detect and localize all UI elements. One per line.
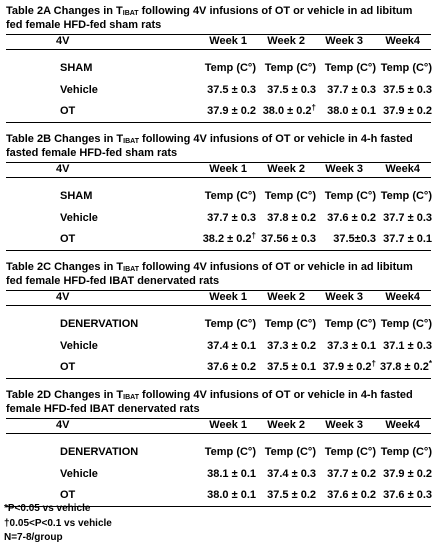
cell-value: 37.9 ± 0.2 xyxy=(322,361,372,373)
header-cell-label: 4V xyxy=(56,291,70,303)
data-cell xyxy=(360,489,432,502)
footnote: N=7-8/group xyxy=(4,532,63,543)
cell-value: 37.7 ± 0.2 xyxy=(327,468,376,480)
cell-value: Temp (C°) xyxy=(380,62,432,74)
cell-value: Temp (C°) xyxy=(204,446,256,458)
footnote: *P<0.05 vs vehicle xyxy=(4,503,91,514)
header-cell-week: Week 3 xyxy=(325,163,363,175)
rule-bottom xyxy=(6,378,431,379)
header-cell-week: Week 2 xyxy=(267,419,305,431)
cell-value: 37.3 ± 0.2 xyxy=(267,340,316,352)
trend-mark: † xyxy=(311,103,316,112)
header-cell-week: Week4 xyxy=(385,35,420,47)
cell-value: 38.1 ± 0.1 xyxy=(207,468,256,480)
header-cell-week: Week 3 xyxy=(325,419,363,431)
rule-header xyxy=(6,305,431,306)
data-cell xyxy=(360,340,432,353)
cell-value: Temp (C°) xyxy=(264,190,316,202)
row-label: SHAM xyxy=(60,62,93,74)
cell-value: 37.7 ± 0.3 xyxy=(207,212,256,224)
data-cell xyxy=(360,233,432,246)
caption-suffix: following 4V infusions of OT or vehicle in 4-h fasted female HFD-fed IBAT denervated rats xyxy=(6,389,413,415)
header-cell-week: Week 1 xyxy=(209,35,247,47)
cell-value: 37.5 ± 0.1 xyxy=(267,361,316,373)
cell-value: 37.5±0.3 xyxy=(333,233,376,245)
rule-bottom xyxy=(6,250,431,251)
data-cell xyxy=(360,468,432,481)
row-label: SHAM xyxy=(60,190,93,202)
cell-value: 37.7 ± 0.3 xyxy=(327,84,376,96)
row-label: OT xyxy=(60,105,76,117)
cell-value: 37.6 ± 0.2 xyxy=(327,212,376,224)
cell-value: 37.3 ± 0.1 xyxy=(327,340,376,352)
caption-prefix: Table 2C Changes in T xyxy=(6,261,124,273)
table-block xyxy=(0,260,437,388)
cell-value: 37.5 ± 0.3 xyxy=(383,84,432,96)
data-cell xyxy=(360,318,432,331)
cell-value: 38.2 ± 0.2 xyxy=(202,233,252,245)
rule-bottom xyxy=(6,122,431,123)
row-label: Vehicle xyxy=(60,212,98,224)
footnote: †0.05<P<0.1 vs vehicle xyxy=(4,518,112,529)
table-block xyxy=(0,4,437,132)
cell-value: 37.7 ± 0.3 xyxy=(383,212,432,224)
header-cell-week: Week4 xyxy=(385,419,420,431)
cell-value: Temp (C°) xyxy=(324,318,376,330)
cell-value: 38.0 ± 0.1 xyxy=(207,489,256,501)
table-block xyxy=(0,388,437,516)
cell-value: 37.9 ± 0.2 xyxy=(383,468,432,480)
cell-value: Temp (C°) xyxy=(204,62,256,74)
table-caption xyxy=(6,132,431,160)
rule-header xyxy=(6,49,431,50)
header-cell-week: Week 1 xyxy=(209,291,247,303)
row-label: DENERVATION xyxy=(60,446,139,458)
cell-value: Temp (C°) xyxy=(324,446,376,458)
rule-header xyxy=(6,433,431,434)
cell-value: 37.8 ± 0.2 xyxy=(380,361,429,373)
cell-value: 37.5 ± 0.2 xyxy=(267,489,316,501)
cell-value: Temp (C°) xyxy=(264,62,316,74)
header-cell-week: Week4 xyxy=(385,163,420,175)
header-cell-week: Week 2 xyxy=(267,163,305,175)
cell-value: 37.1 ± 0.3 xyxy=(383,340,432,352)
header-cell-week: Week 2 xyxy=(267,291,305,303)
table-block xyxy=(0,132,437,260)
trend-mark: † xyxy=(371,359,376,368)
row-label: Vehicle xyxy=(60,340,98,352)
data-cell xyxy=(360,84,432,97)
trend-mark: † xyxy=(251,231,256,240)
caption-subscript: IBAT xyxy=(122,10,139,17)
cell-value: 37.56 ± 0.3 xyxy=(261,233,316,245)
data-cell xyxy=(360,190,432,203)
table-caption xyxy=(6,260,431,288)
row-label: OT xyxy=(60,361,76,373)
cell-value: 37.7 ± 0.1 xyxy=(383,233,432,245)
cell-value: 38.0 ± 0.1 xyxy=(327,105,376,117)
cell-value: Temp (C°) xyxy=(204,190,256,202)
data-cell xyxy=(360,212,432,225)
caption-subscript: IBAT xyxy=(123,266,139,273)
cell-value: Temp (C°) xyxy=(380,318,432,330)
cell-value: 37.8 ± 0.2 xyxy=(267,212,316,224)
caption-subscript: IBAT xyxy=(123,394,139,401)
cell-value: 37.4 ± 0.1 xyxy=(207,340,256,352)
row-label: Vehicle xyxy=(60,468,98,480)
header-cell-label: 4V xyxy=(56,163,70,175)
data-cell xyxy=(360,105,432,118)
caption-suffix: following 4V infusions of OT or vehicle in ad libitum fed female HFD-fed sham rats xyxy=(6,5,413,31)
header-cell-week: Week 3 xyxy=(325,35,363,47)
cell-value: Temp (C°) xyxy=(204,318,256,330)
cell-value: 37.5 ± 0.3 xyxy=(267,84,316,96)
caption-suffix: following 4V infusions of OT or vehicle in ad libitum fed female HFD-fed IBAT denervated rats xyxy=(6,261,413,287)
header-cell-week: Week 3 xyxy=(325,291,363,303)
cell-value: 38.0 ± 0.2 xyxy=(262,105,312,117)
significance-mark: * xyxy=(428,359,432,368)
row-label: OT xyxy=(60,233,76,245)
header-cell-label: 4V xyxy=(56,35,70,47)
rule-header xyxy=(6,177,431,178)
cell-value: Temp (C°) xyxy=(324,190,376,202)
cell-value: Temp (C°) xyxy=(380,190,432,202)
data-cell xyxy=(360,361,432,374)
row-label: DENERVATION xyxy=(60,318,139,330)
caption-prefix: Table 2D Changes in T xyxy=(6,389,124,401)
cell-value: Temp (C°) xyxy=(380,446,432,458)
header-cell-week: Week 1 xyxy=(209,163,247,175)
table-caption xyxy=(6,4,431,32)
caption-subscript: IBAT xyxy=(123,138,139,145)
table-caption xyxy=(6,388,431,416)
header-cell-week: Week 2 xyxy=(267,35,305,47)
caption-suffix: following 4V infusions of OT or vehicle in 4-h fasted fasted female HFD-fed sham rats xyxy=(6,133,413,159)
row-label: OT xyxy=(60,489,76,501)
cell-value: 37.9 ± 0.2 xyxy=(207,105,256,117)
data-cell xyxy=(360,446,432,459)
cell-value: 37.6 ± 0.2 xyxy=(327,489,376,501)
caption-prefix: Table 2B Changes in T xyxy=(6,133,124,145)
cell-value: Temp (C°) xyxy=(264,318,316,330)
cell-value: 37.6 ± 0.3 xyxy=(383,489,432,501)
cell-value: Temp (C°) xyxy=(264,446,316,458)
data-cell xyxy=(360,62,432,75)
header-cell-label: 4V xyxy=(56,419,70,431)
header-cell-week: Week 1 xyxy=(209,419,247,431)
caption-prefix: Table 2A Changes in T xyxy=(6,5,123,17)
cell-value: 37.5 ± 0.3 xyxy=(207,84,256,96)
header-cell-week: Week4 xyxy=(385,291,420,303)
cell-value: 37.9 ± 0.2 xyxy=(383,105,432,117)
cell-value: 37.4 ± 0.3 xyxy=(267,468,316,480)
cell-value: 37.6 ± 0.2 xyxy=(207,361,256,373)
row-label: Vehicle xyxy=(60,84,98,96)
cell-value: Temp (C°) xyxy=(324,62,376,74)
